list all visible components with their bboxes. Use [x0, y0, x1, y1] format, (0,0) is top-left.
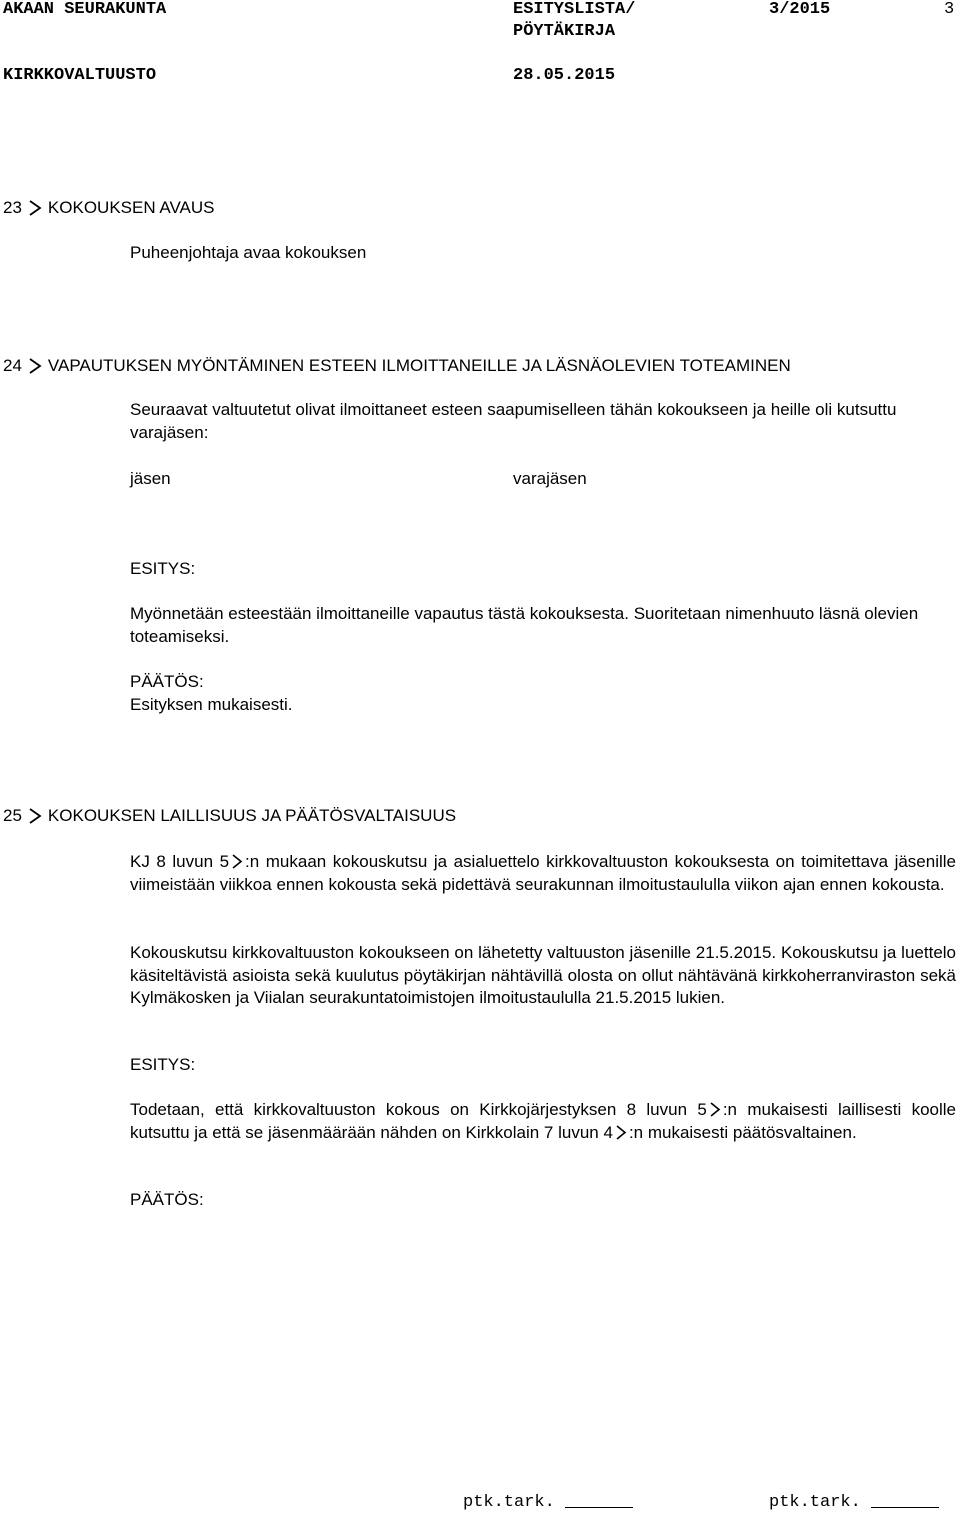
- column-member: jäsen: [130, 469, 171, 488]
- meeting-date: 28.05.2015: [513, 66, 616, 85]
- signature-line: [565, 1490, 633, 1508]
- decision-text: Esityksen mukaisesti.: [130, 695, 293, 714]
- minutes-check-2: ptk.tark.: [769, 1490, 939, 1513]
- section-title: VAPAUTUKSEN MYÖNTÄMINEN ESTEEN ILMOITTANEILLE JA LÄSNÄOLEVIEN TOTEAMINEN: [47, 356, 791, 375]
- section-sign-icon: [231, 853, 243, 870]
- section-sign-icon: [28, 356, 42, 376]
- minutes-check-1: ptk.tark.: [463, 1490, 633, 1513]
- proposal-label: ESITYS:: [130, 559, 196, 578]
- section-24-heading: [3, 356, 791, 376]
- proposal-label: ESITYS:: [130, 1055, 196, 1074]
- decision-label: PÄÄTÖS:: [130, 1190, 204, 1209]
- doc-type-line1: ESITYSLISTA/: [513, 0, 636, 19]
- doc-type-line2: PÖYTÄKIRJA: [513, 22, 616, 41]
- section-25-proposal-text: Todetaan, että kirkkovaltuuston kokous on Kirkkojärjestyksen 8 luvun 5 :n mukaisesti laillisesti koolle kutsuttu ja että se jäsenmäärään nähden on Kirkkolain 7 luvun 4 :n mukaisesti päätösvaltainen.: [130, 1100, 956, 1142]
- section-number: 24: [3, 356, 22, 375]
- section-title: KOKOUKSEN LAILLISUUS JA PÄÄTÖSVALTAISUUS: [47, 806, 457, 825]
- section-number: 23: [3, 198, 22, 217]
- proposal-text: Myönnetään esteestään ilmoittaneille vapautus tästä kokouksesta. Suoritetaan nimenhuuto läsnä olevien toteamiseksi.: [130, 604, 919, 646]
- section-number: 25: [3, 806, 22, 825]
- section-title: KOKOUKSEN AVAUS: [47, 198, 215, 217]
- section-sign-icon: [615, 1124, 627, 1141]
- page-number: 3: [944, 0, 955, 19]
- org-name: AKAAN SEURAKUNTA: [3, 0, 167, 19]
- section-25-heading: [3, 806, 456, 826]
- meeting-body: KIRKKOVALTUUSTO: [3, 66, 157, 85]
- section-25-para2: Kokouskutsu kirkkovaltuuston kokoukseen on lähetetty valtuuston jäsenille 21.5.2015. Kokouskutsu ja luettelo käsiteltävistä asioista sekä kuulutus pöytäkirjan nähtävillä olosta on ollut nähtävänä kirkkoherranviraston sekä Kylmäkosken ja Viialan seurakuntatoimistojen ilmoitustaululla 21.5.2015 lukien.: [130, 943, 956, 1007]
- doc-number: 3/2015: [769, 0, 831, 19]
- decision-label: PÄÄTÖS:: [130, 672, 204, 691]
- section-23-heading: [3, 198, 215, 218]
- section-23-text: Puheenjohtaja avaa kokouksen: [130, 243, 367, 262]
- section-24-intro: Seuraavat valtuutetut olivat ilmoittaneet esteen saapumiselleen tähän kokoukseen ja heille oli kutsuttu varajäsen:: [130, 400, 897, 442]
- section-25-para1: KJ 8 luvun 5 :n mukaan kokouskutsu ja asialuettelo kirkkovaltuuston kokouksesta on toimitettava jäsenille viimeistään viikkoa ennen kokousta sekä pidettävä seurakunnan ilmoitustaululla viikon ajan ennen kokousta.: [130, 852, 956, 894]
- section-sign-icon: [28, 198, 42, 218]
- column-substitute: varajäsen: [513, 469, 587, 488]
- signature-line: [871, 1490, 939, 1508]
- section-sign-icon: [709, 1101, 721, 1118]
- section-sign-icon: [28, 806, 42, 826]
